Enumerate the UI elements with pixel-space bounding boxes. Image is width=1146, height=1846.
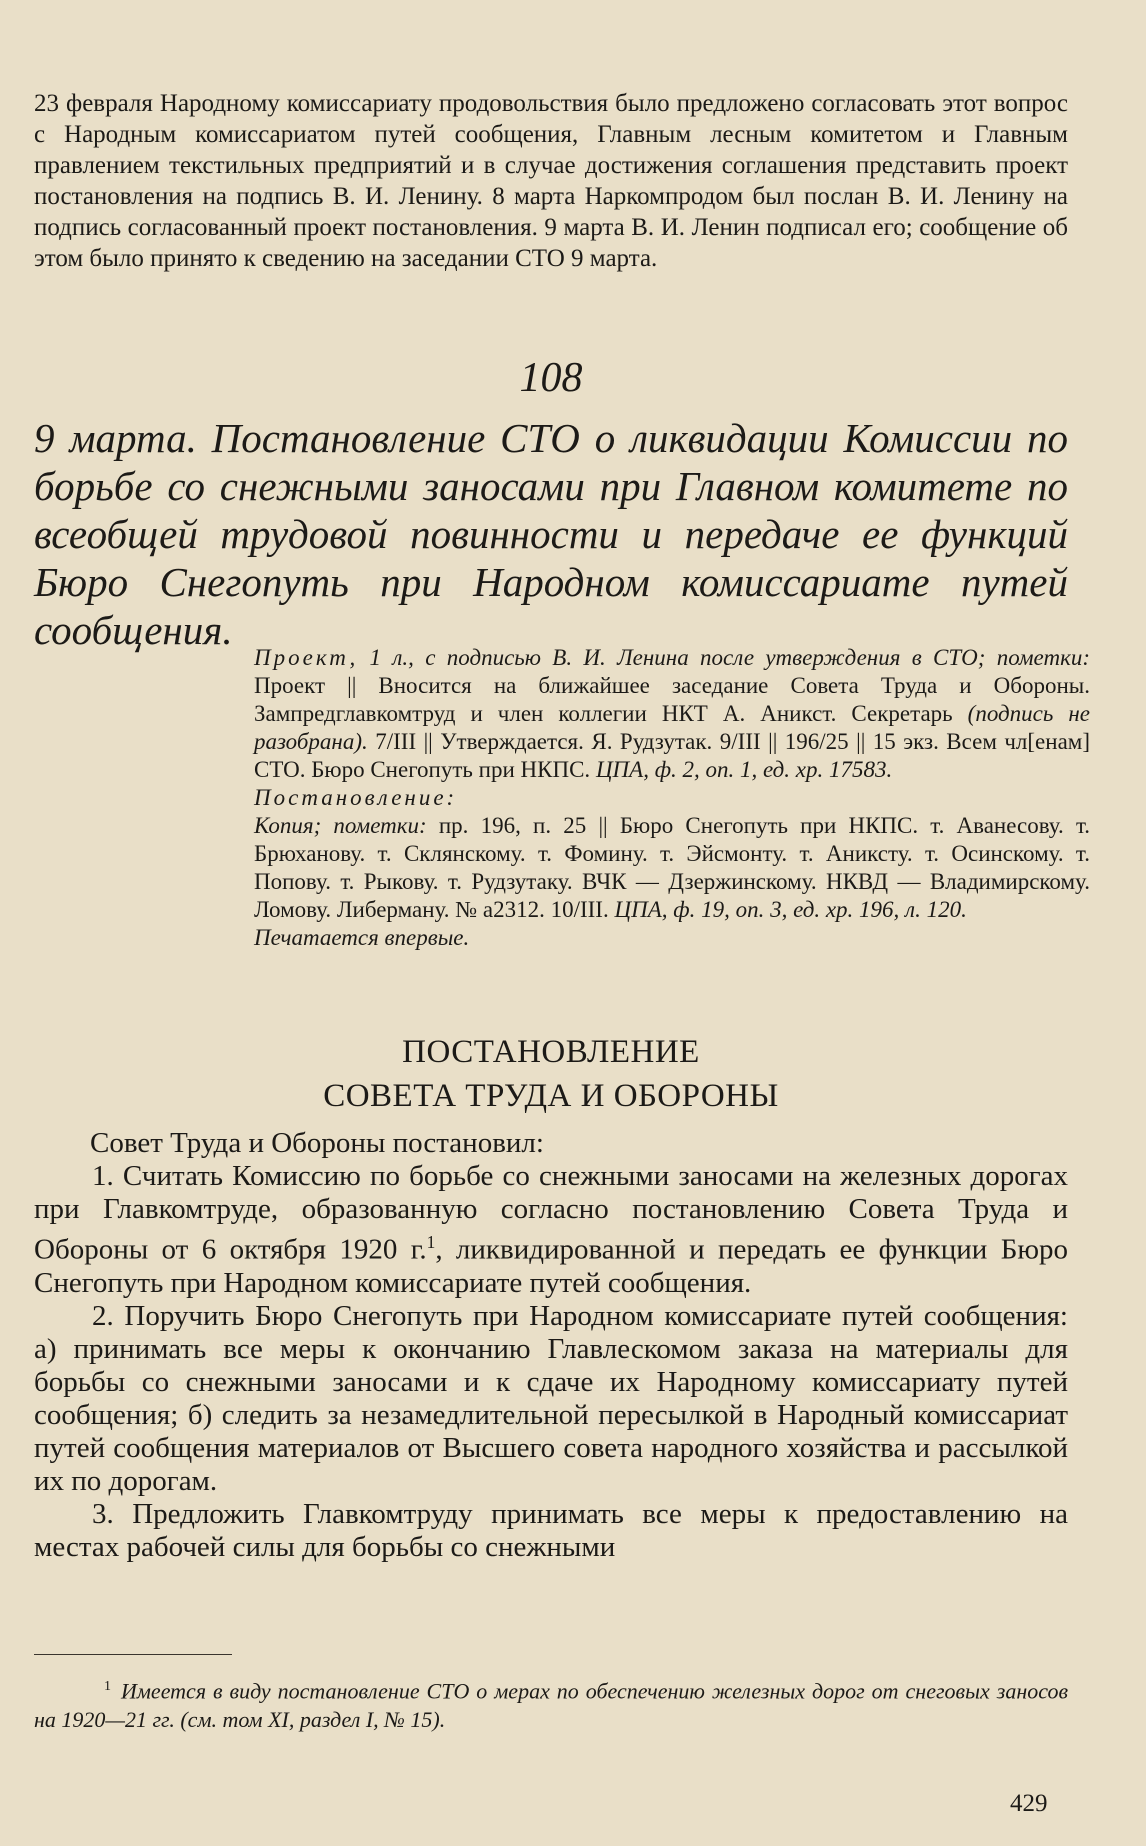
first-print-note: Печатается впервые. — [254, 925, 470, 950]
proekt-entry — [254, 644, 1090, 784]
kopiya-source: ЦПА, ф. 19, оп. 3, ед. хр. 196, л. 120. — [614, 897, 967, 922]
document-number: 108 — [519, 355, 583, 401]
archival-description — [254, 644, 1090, 952]
proekt-text: Проект || Вносится на ближайшее заседание Совета Труда и Обороны. Зампредглавкомтруд и член коллегии НКТ А. Аникст. Секретарь — [254, 673, 1090, 726]
document-heading: 9 марта. Постановление СТО о ликвидации Комиссии по борьбе со снежными заносами при Главном комитете по всеобщей трудовой повинности и передаче ее функций Бюро Снегопуть при Народном комиссариате путей сообщения. — [34, 415, 1068, 653]
resolution-body — [34, 1127, 1068, 1564]
footnote-text: Имеется в виду постановление СТО о мерах по обеспечению железных дорог от снеговых заносов на 1920—21 гг. (см. том XI, раздел I, № 15). — [34, 1678, 1068, 1733]
paragraph-1-text-b: , ликвидированной и передать ее функции Бюро Снегопуть при Народном комиссариате путей сообщения. — [34, 1233, 1069, 1299]
title-line-1: ПОСТАНОВЛЕНИЕ — [402, 1034, 700, 1070]
proekt-description: 1 л., с подписью В. И. Ленина после утверждения в СТО; пометки: — [369, 645, 1090, 670]
paragraph-2: 2. Поручить Бюро Снегопуть при Народном комиссариате путей сообщения: а) принимать все меры к окончанию Главлескомом заказа на материалы для борьбы со снежными заносами и к сдаче их Народному комиссариату путей сообщения; б) следить за незамедлительной пересылкой в Народный комиссариат путей сообщения материалов от Высшего совета народного хозяйства и рассылкой их по дорогам. — [34, 1299, 1068, 1497]
proekt-label: Проект, — [254, 645, 359, 670]
paragraph-3: 3. Предложить Главкомтруду принимать все меры к предоставлению на местах рабочей силы для борьбы со снежными — [34, 1497, 1068, 1563]
postanovlenie-label: Постановление: — [254, 785, 458, 810]
previous-document-note: 23 февраля Народному комиссариату продовольствия было предложено согласовать этот вопрос с Народным комиссариатом путей сообщения, Главным лесным комитетом и Главным правлением текстильных предприятий и в случае достижения соглашения представить проект постановления на подпись В. И. Ленину. 8 марта Наркомпродом был послан В. И. Ленину на подпись согласованный проект постановления. 9 марта В. И. Ленин подписал его; сообщение об этом было принято к сведению на заседании СТО 9 марта. — [34, 90, 1068, 272]
footnote-reference: 1 — [426, 1232, 436, 1252]
resolution-title — [34, 1030, 1068, 1118]
kopiya-label: Копия; пометки: — [254, 813, 427, 838]
proekt-source: ЦПА, ф. 2, оп. 1, ед. хр. 17583. — [595, 757, 893, 782]
kopiya-entry — [254, 812, 1090, 924]
footnote-mark: 1 — [104, 1679, 111, 1694]
signature-note: (подпись не разобрана). — [254, 701, 1090, 754]
paragraph-1-text-a: 1. Считать Комиссию по борьбе со снежными заносами на железных дорогах при Главкомтруде, образованную согласно постановлению Совета Труда и Обороны от 6 октября 1920 г. — [34, 1160, 1068, 1266]
page-number: 429 — [1010, 1790, 1048, 1817]
resolution-intro: Совет Труда и Обороны постановил: — [90, 1127, 544, 1159]
kopiya-text: пр. 196, п. 25 || Бюро Снегопуть при НКПС. т. Аванесову. т. Брюханову. т. Склянскому. т. Фомину. т. Эйсмонту. т. Аниксту. т. Осинскому. т. Попову. т. Рыкову. т. Рудзутаку. ВЧК — Дзержинскому. НКВД — Владимирскому. Ломову. Либерману. № а2312. 10/III. — [254, 813, 1091, 922]
footnote-divider — [34, 1654, 232, 1655]
footnote — [34, 1672, 1068, 1734]
title-line-2: СОВЕТА ТРУДА И ОБОРОНЫ — [323, 1078, 779, 1114]
proekt-text-2: 7/III || Утверждается. Я. Рудзутак. 9/III || 196/25 || 15 экз. Всем чл[енам] СТО. Бюро Снегопуть при НКПС. — [254, 729, 1091, 782]
paragraph-1 — [34, 1160, 1068, 1300]
